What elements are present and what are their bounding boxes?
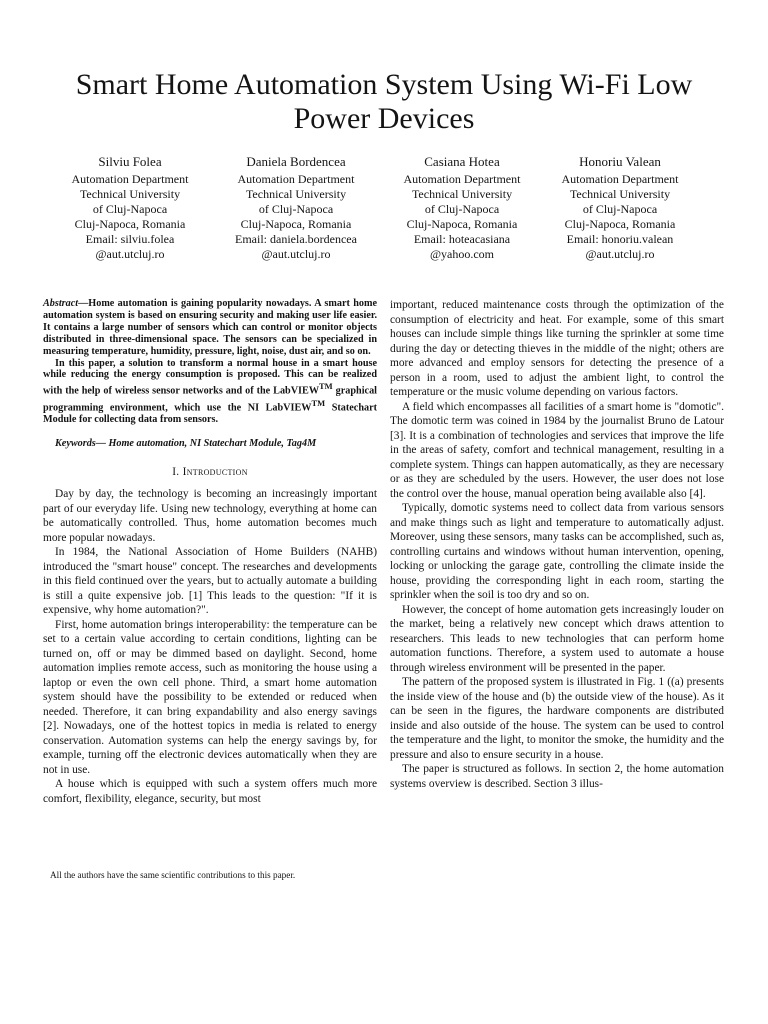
author-location: Cluj-Napoca, Romania [564,217,676,231]
body-paragraph: Day by day, the technology is becoming an increasingly important part of our everyday life. Using new technology, everything at home can be automatically controlled. Thus, home automation becomes much more popular nowadays. [43,488,377,544]
body-paragraph: In 1984, the National Association of Home Builders (NAHB) introduced the "smart house" concept. The researches and developments in this field continued over the years, but to actually automate a building is still a quite expensive job. [1] This leads to the question: "If it is expensive, why home automation?". [43,546,377,617]
author-department: Automation Department [71,172,189,186]
author-email-domain: @aut.utcluj.ro [95,247,165,261]
body-paragraph: First, home automation brings interoperability: the temperature can be set to a certain value according to certain conditions, lighting can be turned on, off or may be dimmed based on daylight. Second, home automation implies remote access, such as monitoring the house using a laptop or even the own cell phone. Third, a smart home automation system should have the possibility to be extended or reduced when needed. Therefore, it can bring expandability and also energy savings [2]. Nowadays, one of the hottest topics in media is related to energy conservation. Automation systems can help the energy savings by, for example, turning off the electronic devices automatically when they are not in use. [43,618,377,776]
author-email: Email: daniela.bordencea [235,232,357,246]
abstract-text-2c: Statechart Module for collecting data from sensors. [43,402,377,425]
author-university: Technical University [245,187,347,201]
author-department: Automation Department [237,172,355,186]
author-block [50,153,714,265]
author-university: Technical University [411,187,513,201]
paper-title-line-2: Power Devices [293,102,475,135]
author-name: Honoriu Valean [579,154,661,169]
author-department: Automation Department [561,172,679,186]
body-paragraph: A house which is equipped with such a system offers much more comfort, flexibility, elegance, security, but most [43,778,377,805]
abstract-paragraph-2 [43,358,377,426]
paper-title [40,68,728,136]
author-location: Cluj-Napoca, Romania [240,217,352,231]
keywords: Keywords— Home automation, NI Statechart Module, Tag4M [55,437,317,449]
body-paragraph: The paper is structured as follows. In section 2, the home automation systems overview is described. Section 3 illus- [390,763,724,790]
section-number: I. [172,465,180,478]
left-column [43,298,377,806]
author-email: Email: hoteacasiana [413,232,511,246]
trademark-1: TM [319,381,333,392]
author-2 [216,153,376,262]
abstract-text-2b: graphical programming environment, which use the NI LabVIEW [43,385,377,414]
author-department: Automation Department [403,172,521,186]
abstract-label: Abstract [43,298,79,309]
right-column [390,298,724,791]
author-location: Cluj-Napoca, Romania [406,217,518,231]
section-heading-introduction [43,465,377,480]
author-email-domain: @yahoo.com [429,247,495,261]
author-email-domain: @aut.utcluj.ro [585,247,655,261]
body-paragraph: Typically, domotic systems need to collect data from various sensors and make things such as light and temperature to automatically adjust. Moreover, using these sensors, many tasks can be accomplished, such as, controlling curtains and windows without human intervention, opening, locking or unlocking the garage gate, controlling the climate inside the house, providing the corresponding light in each room, starting the sprinkler when the soil is too dry and so on. [390,502,724,601]
footnote: All the authors have the same scientific contributions to this paper. [50,870,296,880]
body-paragraph: A field which encompasses all facilities of a smart home is "domotic". The domotic term was coined in 1984 by the journalist Bruno de Latour [3]. It is a combination of technologies and services that improve the life in the areas of safety, comfort and technical management, resulting in a complete system. Things can happen automatically, as they are necessary or as they are scheduled by the users. However, the user does not lose the control over the house, manual operation being available also [4]. [390,400,724,500]
author-3 [382,153,542,262]
author-university: Technical University [569,187,671,201]
abstract-text-1: —Home automation is gaining popularity nowadays. A smart home automation system is based on ensuring security and making user life easier. It contains a large number of sensors which can control or monitor objects distributed in three-dimensional space. The sensors can be specialized in measuring temperature, humidity, pressure, light, noise, dust air, and so on. [43,298,377,357]
author-email: Email: silviu.folea [85,232,175,246]
author-4 [540,153,700,262]
author-name: Silviu Folea [98,154,162,169]
author-university-city: of Cluj-Napoca [92,202,168,216]
author-university-city: of Cluj-Napoca [424,202,500,216]
body-paragraph: The pattern of the proposed system is illustrated in Fig. 1 ((a) presents the inside view of the house and (b) the outside view of the house). As it can be seen in the figures, the hardware components are distributed inside and also outside of the house. The system can be used to control the temperature and the light, to monitor the smoke, the humidity and the pressure and also to ensure security in a house. [390,676,724,761]
author-university-city: of Cluj-Napoca [258,202,334,216]
author-email-domain: @aut.utcluj.ro [261,247,331,261]
author-name: Casiana Hotea [424,154,500,169]
body-paragraph: However, the concept of home automation gets increasingly louder on the market, being a relatively new concept which draws attention to researchers. This leads to new technologies that can perform home automation functions. Therefore, a system used to automate a house through wireless environment will be presented in the paper. [390,603,724,674]
trademark-2: TM [311,397,326,408]
abstract-paragraph-1 [43,298,377,358]
author-location: Cluj-Napoca, Romania [74,217,186,231]
section-name: Introduction [182,465,248,478]
paper-title-line-1: Smart Home Automation System Using Wi-Fi Low [75,68,693,101]
abstract-text-2a: In this paper, a solution to transform a normal house in a smart house while reducing the energy consumption is proposed. This can be realized with the help of wireless sensor networks and of the LabVIEW [43,357,377,397]
author-email: Email: honoriu.valean [566,232,674,246]
author-name: Daniela Bordencea [246,154,346,169]
author-university: Technical University [79,187,181,201]
author-1 [50,153,210,262]
body-paragraph: important, reduced maintenance costs through the optimization of the consumption of electricity and heat. For example, some of this smart houses can include simple things like turning the sprinkler at some time during the day or detecting thieves in the middle of the night; others are more advanced and employ sensors for detecting the presence of a person in a room, used to adjust the ambient light, to control the temperature or the music volume depending on various factors. [390,299,724,398]
author-university-city: of Cluj-Napoca [582,202,658,216]
